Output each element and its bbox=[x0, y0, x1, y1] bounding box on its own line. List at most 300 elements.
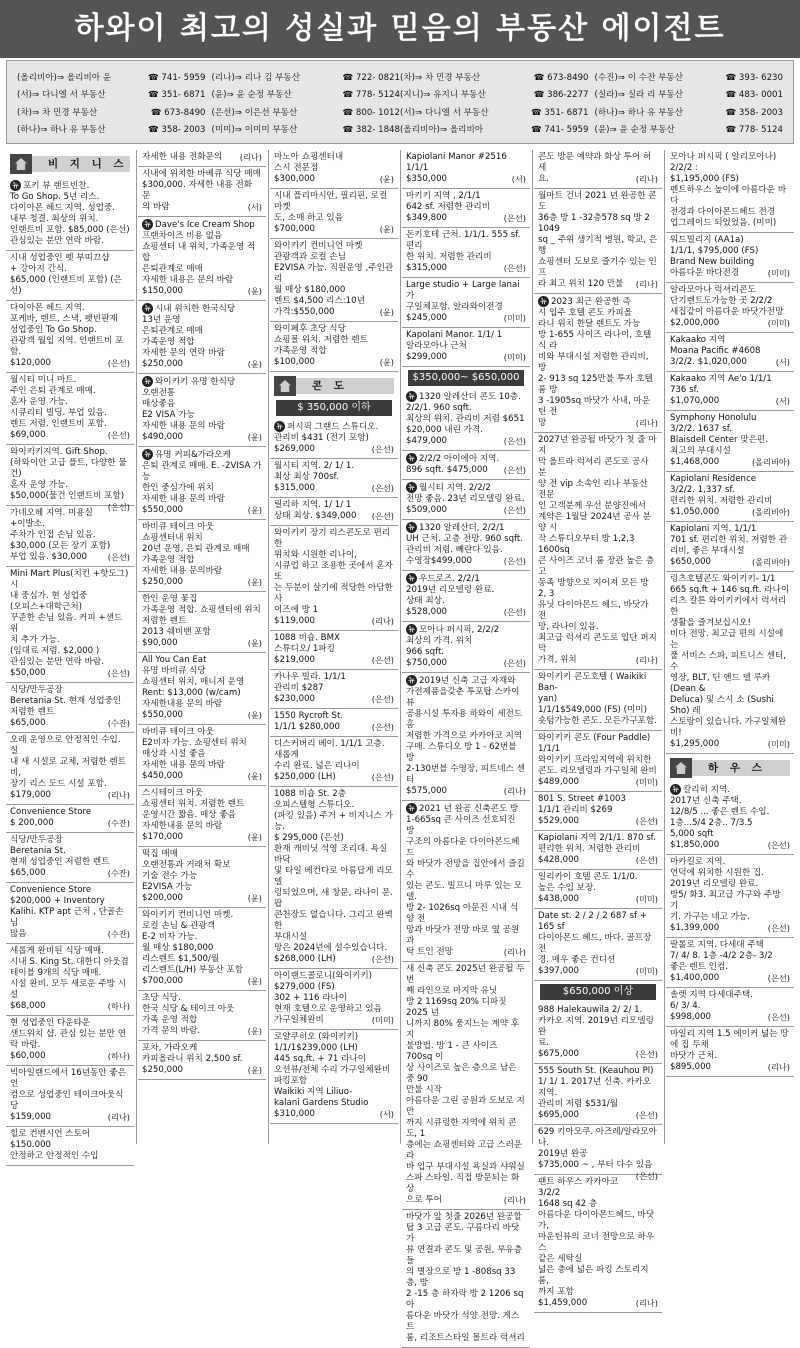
listing-agent: (수잔) bbox=[107, 818, 130, 828]
listing-agent: (미미) bbox=[503, 352, 526, 362]
listing-item bbox=[6, 178, 134, 251]
listing-text: Large studio + Large lanai 가 구일체포함. 알라와이전경 $245,000 bbox=[406, 280, 520, 323]
listing-text: 와이키키 콘도 (Four Paddle) 1/1/1 와이키키 프라임지역에 위치한 콘도. 리모델링과 가구일체 완비 $489,000 bbox=[538, 733, 657, 787]
agent-name: (윤)⇒ 윤 순정 부동산 bbox=[594, 124, 675, 135]
column-2 bbox=[138, 150, 266, 1144]
listing-item bbox=[270, 150, 398, 189]
listing-text: 떡집 매매 오랜전통과 거래처 확보 기술 전수 가능 E2VISA 가능 $200,000 bbox=[142, 849, 231, 903]
column-divider bbox=[664, 150, 665, 1144]
listing-agent: (은선) bbox=[635, 1171, 658, 1181]
condo-listings-mid-continued bbox=[534, 150, 662, 981]
listing-text: 마키키 지역 , 2/1/1 642 sf. 저렴한 관리비 $349,800 bbox=[406, 191, 491, 223]
listing-agent: (수잔) bbox=[107, 929, 130, 939]
listing-item bbox=[402, 278, 530, 328]
agent-phone: ☎ 351- 6871 bbox=[530, 107, 589, 118]
listing-agent: (은선) bbox=[635, 1110, 658, 1120]
listing-agent: (하나) bbox=[107, 1001, 130, 1011]
agent-name: (차)⇒ 차 민경 부동산 bbox=[400, 73, 481, 83]
new-badge-icon: 뉴 bbox=[142, 219, 153, 230]
agent-name: (수진)⇒ 이 수잔 부동산 bbox=[594, 73, 684, 83]
agent-name: (하나)⇒ 하나 유 부동산 bbox=[17, 124, 106, 135]
listing-agent: (윤) bbox=[379, 174, 394, 184]
agent-entry bbox=[17, 70, 206, 86]
listing-text: 스시테이크 아웃 쇼핑센터 위치. 저렴한 렌트 운영시간 짧음. 매상 좋음 자세한내용 문의 바람 $170,000 bbox=[142, 788, 245, 842]
listing-text: 바비큐 테이크 아웃 쇼핑센터내 위치 20년 운영, 은퇴 관계로 매매 가족운영 적합 자세한 내용 문의바람 $250,000 bbox=[142, 522, 250, 587]
agent-phone: ☎ 778- 5124 bbox=[342, 90, 400, 101]
listing-agent: (리나) bbox=[635, 174, 658, 184]
listing-agent: (은선) bbox=[503, 556, 526, 566]
agent-entry bbox=[595, 122, 784, 138]
listing-item bbox=[270, 189, 398, 239]
listing-agent: (미미) bbox=[767, 739, 790, 749]
listing-item bbox=[270, 709, 398, 737]
listing-text: 팬트 하우스 카카아코 3/2/2 1648 sq 42 층 아름다운 다이아몬드헤드, 바닷가, 마운틴뷰의 코너 전망으로 하우스 같은 세탁실 넓은 층에 넓은 파킹 스토리지 룸, 까지 포함 $1,459,000 bbox=[538, 1177, 655, 1308]
listing-agent: (윤) bbox=[247, 432, 262, 442]
agent-entry bbox=[212, 122, 401, 138]
listing-agent: (윤) bbox=[247, 976, 262, 986]
agent-entry bbox=[17, 122, 206, 138]
house-icon bbox=[670, 758, 692, 778]
listing-text: 1550 Rycroft St. 1/1/1 $280,000 bbox=[274, 711, 344, 732]
new-badge-icon: 뉴 bbox=[406, 482, 417, 493]
agent-phone: ☎ 358- 2003 bbox=[725, 107, 783, 118]
listing-item bbox=[666, 150, 794, 233]
business-listings-continued bbox=[270, 150, 398, 372]
agent-phone: ☎ 722- 0821 bbox=[342, 73, 400, 83]
agent-directory bbox=[6, 60, 794, 144]
listing-text: 시내 위치한 한국식당 13년 운영 은퇴관계로 매매 가족운영 적합 자세한 문의 연락 바람 $250,000 bbox=[142, 304, 236, 369]
column-1 bbox=[6, 150, 134, 1161]
listing-item bbox=[138, 167, 266, 217]
listing-agent: (리나) bbox=[635, 279, 658, 289]
listing-item bbox=[270, 459, 398, 498]
listing-item bbox=[666, 472, 794, 522]
new-badge-icon: 뉴 bbox=[406, 522, 417, 533]
listing-item bbox=[402, 571, 530, 622]
listing-item bbox=[402, 801, 530, 962]
agent-entry bbox=[17, 105, 206, 121]
listing-agent: (미미) bbox=[371, 1015, 394, 1025]
listing-item bbox=[402, 389, 530, 451]
listings-area bbox=[6, 150, 794, 1343]
listing-item bbox=[138, 592, 266, 653]
agent-phone: ☎ 358- 2003 bbox=[147, 124, 206, 135]
listing-item bbox=[6, 883, 134, 944]
listing-agent: (은선) bbox=[635, 1049, 658, 1059]
listing-text: 일리카이 호텔 콘도 1/1/0. 높은 수입 보장. $438,000 bbox=[538, 872, 638, 904]
listing-agent: (은선) bbox=[503, 505, 526, 515]
listing-text: 식당/만두공장 Beretania St. 현재 성업중인 저렴한 렌트 $65,000 bbox=[10, 685, 122, 728]
listing-agent: (은선) bbox=[767, 840, 790, 850]
agent-phone: ☎ 382- 1848 bbox=[342, 124, 400, 135]
listing-item bbox=[270, 419, 398, 459]
listing-item bbox=[402, 451, 530, 480]
listing-item bbox=[6, 567, 134, 683]
listing-text: 와이키키 컨비니언 마켓. 로컬 손님 & 관광객 E-2 비자 가능. 월 매상 $180,000 리스렌트 $1,500/월 리스렌트(L/H) 부동산 포함 $700,000 bbox=[142, 910, 244, 986]
listing-text: 2/2/2 아이에아 지역. 896 sqft. $475,000 bbox=[406, 454, 500, 475]
section-header-business bbox=[10, 154, 130, 174]
listing-agent: (리나) bbox=[239, 152, 262, 162]
listing-item bbox=[138, 520, 266, 592]
listing-text: 마일리 지역 1.5 에이커 넓는 땅 에 집 두채 바닷가 근처. $895,000 bbox=[670, 1029, 789, 1072]
listing-agent: (은선) bbox=[503, 465, 526, 475]
listing-item bbox=[402, 228, 530, 278]
listing-text: 식당/만두공장 Beretania St. 현재 성업중인 저렴한 렌트 $65,000 bbox=[10, 835, 110, 878]
listing-item bbox=[270, 239, 398, 322]
listing-text: 퍼시픽 그랜드 스튜디오. 관리비 $431 (전기 포함) $269,000 bbox=[274, 422, 379, 454]
listing-text: 1088 비숍 St. 2층 오피스텔형 스튜디오. (파킹 있음) 주거 + 비지니스 가능. $ 295,000 (은선) 환재 캐비닛 석영 조리대. 욕실 바닥 및 타일 베컨다로 아름답게 리모델 링되었으며, 새 창문, 라나이 문. 팝 콘천장도 없습니다. 그리고 완벽한 부대시설 망은 2024년에 설수있습니다. $268,000 (LH) bbox=[274, 789, 393, 964]
listing-agent: (은선) bbox=[371, 444, 394, 454]
agent-phone: ☎ 483- 0001 bbox=[725, 90, 783, 101]
agent-entry bbox=[212, 70, 401, 86]
listing-text: 유명 커피&가라오케 은퇴 관계로 매매. E. -2VISA 가능 한인 중심가에 위치 자세한 내용 문의 바람 $550,000 bbox=[142, 450, 262, 515]
listing-agent: (은선) bbox=[107, 668, 130, 678]
listing-text: 1320 알레산더, 2/2/1 UH 근처. 고층 전망. 960 sqft. 관리비 저렴. 뻬란다 있음. 수영장$499,000 bbox=[406, 523, 523, 566]
agent-entry bbox=[17, 87, 206, 103]
listing-agent: (은선) bbox=[635, 816, 658, 826]
listing-item bbox=[138, 908, 266, 991]
listing-item bbox=[402, 480, 530, 520]
listing-agent: (은선) bbox=[371, 772, 394, 782]
listing-item bbox=[6, 805, 134, 833]
listing-text: 2027년 완공될 바닷가 첫 줄 마지 막 올트라 럭셔리 콘도로 공사 분 양 전 vip 소속인 리나 부동산 전문 인 고객분께 우선 분양진에서 계약은 1월달 2024년 공사 분양 시 작 스튜디오부터 방 1,2,3 1600sq 큰 사이즈 코너 룸 장관 높은 층고 동족 방향으로 지어져 모든 방 2, 3 유닛 다이아몬드 헤드, 바닷가 전 망, 라나이 있음. 최고급 럭셔리 콘도로 입단 퍼지막 가격, 위치 bbox=[538, 435, 657, 665]
listing-text: 한인 운영 꽃집 가족운영 적합. 쇼핑센터에 위치 저렴한 렌트 2013 쉐비밴 포함 $90,000 bbox=[142, 594, 261, 648]
listing-text: 워드빌리지 (AA1a) 1/1/1, $795,000 (FS) Brand New building 아름다운 바다전경 bbox=[670, 235, 759, 278]
listing-text: 디스커버리 베이. 1/1/1 고층. 새롭게 수리 완료. 넓은 리나이 $250,000 (LH) bbox=[274, 739, 385, 782]
business-listings bbox=[6, 178, 134, 1166]
new-badge-icon: 뉴 bbox=[406, 391, 417, 402]
listing-text: 시내 성업중인 펫 부띠끄샵 + 강아지 간식. $65,000 (인랜트비 포함) (은선) bbox=[10, 253, 122, 296]
agent-phone: ☎ 741- 5959 bbox=[530, 124, 589, 135]
agent-phone: ☎ 741- 5959 bbox=[147, 73, 206, 83]
listing-agent: (미미) bbox=[635, 894, 658, 904]
listing-text: 알라모아나 럭셔리콘도 단기렌트도가능한 곳 2/2/2 새집같이 아름다운 바닷가전망 $2,000,000 bbox=[670, 285, 784, 328]
agent-name: (윤)⇒ 윤 순정 부동산 bbox=[211, 90, 292, 101]
new-badge-icon: 뉴 bbox=[142, 449, 153, 460]
listing-text: Kapiolani Manor #2516 1/1/1 $350,000 bbox=[406, 152, 507, 184]
listing-item bbox=[6, 1127, 134, 1166]
listing-agent: (윤) bbox=[247, 893, 262, 903]
listing-agent: (윤) bbox=[247, 359, 262, 369]
page-title: 하와이 최고의 성실과 믿음의 부동산 에이전트 bbox=[0, 0, 800, 58]
listing-item bbox=[270, 631, 398, 670]
listing-item bbox=[666, 333, 794, 372]
section-label: 하 우 스 bbox=[692, 760, 790, 776]
listing-item bbox=[402, 150, 530, 189]
listing-agent: (서) bbox=[379, 1109, 394, 1119]
listing-item bbox=[402, 1210, 530, 1348]
agent-phone: ☎ 351- 6871 bbox=[147, 90, 206, 101]
listing-text: Dave's Ice Cream Shop 프랜차이즈 비용 없음 쇼핑센터 내 위치, 가족운영 적합 은퇴관계로 매매 자세한 내용은 문의 바람 $150,000 bbox=[142, 220, 256, 296]
listing-agent: (은선) bbox=[503, 263, 526, 273]
listing-agent: (은선) bbox=[371, 511, 394, 521]
listing-text: 현 성업중인 다운타운 샌드위치 샵. 관심 있는 분만 연 락 바람. $60,000 bbox=[10, 1018, 127, 1061]
listing-text: 자세한 내용 전화문의 bbox=[142, 152, 223, 162]
new-badge-icon: 뉴 bbox=[406, 675, 417, 686]
agent-directory-left bbox=[17, 70, 400, 139]
listing-text: 아이랜드콜로니(와이키키) $279,000 (FS) 302 + 116 라나이 현재 호텔으로 운영하고 있음 가구일체완비 bbox=[274, 971, 382, 1025]
listing-item bbox=[138, 217, 266, 301]
listing-item bbox=[666, 988, 794, 1027]
business-listings-continued bbox=[138, 150, 266, 1080]
agent-entry bbox=[400, 70, 589, 86]
listing-text: 세롭게 완비된 식당 매매. 시내 S. King St. 대한디 아웃겸 테이블 9개의 식당 매매. 시설 완비. 모두 새로운 주방 시설 $68,000 bbox=[10, 946, 129, 1011]
listing-agent: (서) bbox=[247, 202, 262, 212]
listing-text: 콘도 방문 예약과 화상 투어 허세 요. bbox=[538, 152, 652, 184]
listing-agent: (리나) bbox=[635, 655, 658, 665]
listing-text: 월시티 미니 마트. 주인 은퇴 관계로 매매. 혼자 운영 가능. 시큐리티 빌딩. 부업 있음. 렌트 저렴. 인랜트비 포함. $69,000 bbox=[10, 375, 107, 440]
listing-agent: (은선) bbox=[107, 502, 130, 512]
listing-agent: (윤) bbox=[247, 286, 262, 296]
listing-agent: (리나) bbox=[635, 418, 658, 428]
agent-name: (지니)⇒ 유지니 부동산 bbox=[400, 90, 486, 101]
listing-agent: (수잔) bbox=[107, 718, 130, 728]
listing-agent: (올리비아) bbox=[751, 557, 790, 567]
listing-text: Mini Mart Plus(치킨 +핫도그) 시 내 중심가. 현 성업중 (오피스+대학근처) 꾸준한 손님 있음. 커피 +샌드위 치 추가 가능. (임대료 저렴. $2,000 ) 관심있는 분만 연락 바람. $50,000 bbox=[10, 569, 129, 678]
house-icon bbox=[10, 154, 32, 174]
listing-agent: (미미) bbox=[767, 318, 790, 328]
listing-agent: (리나) bbox=[107, 790, 130, 800]
listing-text: 801 S. Street #1003 1/1/1 관리비 $269 $529,000 bbox=[538, 794, 626, 826]
listing-agent: (은선) bbox=[503, 658, 526, 668]
listing-agent: (윤) bbox=[379, 357, 394, 367]
listing-text: 2019년 신축 고급 자재와 가전제품을갖춘 투포탑 스카이 뷰 공용시설 투자용 하와이 세전드 홈 저렴한 가격으로 카카아코 지역 구매. 스튜디오 방 1 - 62번블 방 2-130번블 수영장, 피트네스 센터 $575,000 bbox=[406, 676, 525, 796]
listing-text: 빅아일랜드에서 16년동안 좋은 인 컴으로 성업중인 테이크아웃식당 $159,000 bbox=[10, 1068, 127, 1122]
listing-item bbox=[534, 294, 662, 433]
listing-agent: (은선) bbox=[767, 973, 790, 983]
agent-phone: ☎ 386-2277 bbox=[533, 90, 589, 101]
listing-item bbox=[534, 731, 662, 792]
condo-listings-high bbox=[534, 1003, 662, 1313]
new-badge-icon: 뉴 bbox=[406, 624, 417, 635]
new-badge-icon: 뉴 bbox=[142, 376, 153, 387]
agent-name: (서)⇒ 다니엘 서 부동산 bbox=[17, 90, 106, 101]
listing-text: 월마트 건너 2021 년 완공한 콘도 36층 방 1 -32층578 sq 방 2 1049 sq _ 주위 생기적 병원, 학교, 은행 쇼핑센터 도보로 즐기수 있는 인프 라 최고 위치 120 만불 bbox=[538, 191, 658, 289]
listing-item bbox=[270, 787, 398, 969]
listing-agent: (윤) bbox=[247, 771, 262, 781]
agent-directory-right bbox=[400, 70, 783, 139]
agent-entry bbox=[595, 70, 784, 86]
listing-agent: (리나) bbox=[107, 1112, 130, 1122]
agent-name: (실라)⇒ 실라 리 부동산 bbox=[594, 90, 684, 101]
column-divider bbox=[268, 150, 269, 1144]
listing-agent: (은선) bbox=[371, 694, 394, 704]
listing-agent: (윤) bbox=[247, 1065, 262, 1075]
listing-item bbox=[666, 372, 794, 411]
listing-text: 와이키키 유명 한식당 오랜전통 매상좋음 E2 VISA 가능 자세한 내용 문의 바람 $490,000 bbox=[142, 377, 236, 442]
listing-text: 와이키키지역. Gift Shop. (하와이안 고급 플트, 다양한 물건) 혼자 운영 가능. $50,000(물건 인랜트비 포함) bbox=[10, 447, 127, 501]
price-range-header: $ 350,000 이하 bbox=[276, 400, 392, 416]
listing-text: 2023 최근 완공한 즉 시 입주 호텔 콘도 카피올 라니 위치 한달 렌트도 가능 방 1-655 사이즈 라나이, 호텔식 라 비와 부대시설 저렴한 관리비, 방 2- 913 sq 125만불 투자 호텔룸 방 3 -1905sq 바닷가 사내, 마운틴 전 망 bbox=[538, 297, 653, 428]
listing-text: 우드로즈. 2/2/1 2019년 리모델링 완료. 상태 최상. $528,000 bbox=[406, 574, 495, 617]
agent-name: (차)⇒ 차 민경 부동산 bbox=[17, 107, 98, 118]
agent-entry bbox=[400, 87, 589, 103]
new-badge-icon: 뉴 bbox=[10, 180, 21, 191]
listing-item bbox=[534, 433, 662, 670]
listing-item bbox=[6, 944, 134, 1016]
building-icon bbox=[274, 376, 296, 396]
listing-text: Kapiolani 지역 2/1/1. 870 sf. 편리한 위치. 저렴한 관리비 $428,000 bbox=[538, 833, 656, 865]
listing-item bbox=[6, 1016, 134, 1066]
condo-listings-continued bbox=[402, 150, 530, 367]
listing-item bbox=[402, 189, 530, 228]
column-5 bbox=[534, 150, 662, 1308]
listing-text: 시내에 위치한 바베큐 식당 매매 $300,000. 자세한 내용 전화 문 의 바람 bbox=[142, 169, 261, 212]
listing-text: 모아나 퍼시픽 ( 알리모아나) 2/2/2 : $1,195,000 (FS) 펜트하우스 높이에 아름다운 바다 전경과 다이아몬드헤드 전경 업그레이드 되었었음. (미미) bbox=[670, 152, 787, 228]
listing-agent: (은선) bbox=[635, 855, 658, 865]
listing-text: 새 신축 콘도 2025년 완공될 두번 째 라인으로 마지막 유닛 방 2 1169sq 20% 디파짓 2025 년 니까지 80% 풍지느는 계약 후 지 불방법. 방 1 - 큰 사이즈 700sq 이 상 사이즈로 높은 층으로 남은 중 90 만불 시작 아름다운 그린 공원과 도보로 지만 까지 시큐링한 지역에 위치 콘도, 1 층에는 쇼핑센터와 고급 스러운 라 바 입구 부대시설 욕실과 샤워실 스파 스타일. 직접 방문되는 화상 으로 투어 bbox=[406, 964, 525, 1205]
listing-text: Kakaako 지역 Moana Pacific #4608 3/2/2. $1,020,000 bbox=[670, 335, 761, 367]
listing-text: 다이아몬 헤드 지역. 포케바, 렌트, 스낵, 펫빈판재 성업중인 To Go Shop. 관광객 월입 지역. 인랜트비 포함. $120,000 bbox=[10, 303, 124, 368]
listing-item bbox=[138, 1041, 266, 1080]
listing-agent: (리나) bbox=[371, 616, 394, 626]
listing-item bbox=[666, 938, 794, 988]
listing-agent: (윤) bbox=[247, 710, 262, 720]
listing-item bbox=[270, 526, 398, 631]
listing-text: 힐로 컨벤시언 스토어 $150.000 안정하고 안정적인 수입 bbox=[10, 1129, 99, 1161]
listing-text: 링츠호텔콘도 와이키키- 1/1 665 sq.ft + 146 sq.ft. 라나이 리츠 칼튼 와이키키에서 럭셔리 한 생활을 즐겨보십시오! 비다 전망. 최고급 편의 시설에는 풀 서비스 스파, 피트니스 센터, 수 영장, BLT, 딘 앤드 델 루카 (Dean & Deluca) 및 스시 소 (Sushi Sho) 레 스토랑이 있습니다. 가구일체완비! $1,295,000 bbox=[670, 574, 790, 749]
agent-phone: ☎ 393- 6230 bbox=[725, 73, 783, 83]
listing-item bbox=[534, 150, 662, 189]
listing-item bbox=[6, 506, 134, 567]
listing-item bbox=[534, 1003, 662, 1064]
listing-text: 카나우 빌라. 1/1/1 관리비 $287 $230,000 bbox=[274, 672, 346, 704]
listing-item bbox=[402, 673, 530, 801]
column-6 bbox=[666, 150, 794, 1144]
listing-item bbox=[270, 1030, 398, 1124]
listing-item bbox=[270, 737, 398, 787]
listing-item bbox=[138, 991, 266, 1041]
listing-agent: (은선) bbox=[371, 954, 394, 964]
listing-item bbox=[138, 847, 266, 908]
listing-text: 월시티 지역. 2/ 1/ 1. 최상 최상 700sf. $315,000 bbox=[274, 461, 355, 493]
listing-text: 와이페후 초당 식당 쇼핑몰 위치. 저렴한 렌트 가족운영 적합 $100,000 bbox=[274, 324, 368, 367]
listing-agent: (미미) bbox=[635, 966, 658, 976]
listing-agent: (서) bbox=[775, 396, 790, 406]
listing-agent: (은선) bbox=[503, 607, 526, 617]
listing-agent: (미미) bbox=[767, 268, 790, 278]
listing-item bbox=[138, 301, 266, 374]
listing-agent: (은선) bbox=[371, 655, 394, 665]
listing-text: 988 Halekauwila 2/ 2/ 1. 카카오 지역. 2019년 리모델링 완 료. $675,000 bbox=[538, 1005, 654, 1059]
listing-item bbox=[534, 670, 662, 731]
agent-name: (미미)⇒ 이미미 부동산 bbox=[211, 124, 298, 135]
listing-text: 마노아 쇼핑센터내 스시 전문점 $300,000 bbox=[274, 152, 344, 184]
listing-agent: (윤) bbox=[247, 1026, 262, 1036]
listing-text: 629 키아모쿠. 아즈레/알라모아나. 2019년 완공 $735,000 ~ , 부터 다수 있음 bbox=[538, 1127, 657, 1170]
column-divider bbox=[532, 150, 533, 1144]
agent-name: (올리비아)⇒ 올리비아 bbox=[400, 124, 484, 135]
agent-entry bbox=[400, 122, 589, 138]
listing-item bbox=[138, 374, 266, 447]
listing-agent: (은선) bbox=[503, 436, 526, 446]
agent-entry bbox=[595, 87, 784, 103]
listing-item bbox=[534, 792, 662, 831]
agent-phone: ☎ 800- 1012 bbox=[342, 107, 400, 118]
listing-agent: (서) bbox=[775, 357, 790, 367]
listing-agent: (은선) bbox=[107, 430, 130, 440]
listing-text: 바비큐 테이크 아웃 E2비자 가능. 쇼핑센터 위치 매상과 시설 좋음 자세한 내용 문의 바람 $450,000 bbox=[142, 727, 247, 781]
listing-item bbox=[402, 328, 530, 367]
agent-name: (하나)⇒ 하나 유 부동산 bbox=[594, 107, 684, 118]
listing-agent: (서) bbox=[511, 174, 526, 184]
agent-phone: ☎ 778- 5124 bbox=[725, 124, 783, 135]
agent-name: (은선)⇒ 이은선 부동산 bbox=[211, 107, 298, 118]
listing-text: 가네오헤 지역. 미용실+이발소. 주차가 인접 손님 있음. $30,000 (모든 장기 포함) 부업 있음. $30,000 bbox=[10, 508, 111, 562]
listing-text: 와이키키 컨비니언 마켓 관광객과 로컬 손님 E2VISA 가능. 직원운영 ,주인관리 월 매상 $180,000 렌트 $4,500 리스:10년 가격:$550,000 bbox=[274, 241, 394, 317]
column-divider bbox=[136, 150, 137, 1144]
listing-text: Kapiolani Residence 3/2/2. 1,337 sf. 편리한 위치. 저렴한 관리비 $1,050,000 bbox=[670, 474, 773, 517]
listing-agent: (윤) bbox=[247, 505, 262, 515]
section-label: 비 지 니 스 bbox=[32, 156, 130, 172]
listing-text: All You Can Eat 유명 바비큐 식당 쇼핑센터 위치, 매니저 운영 Rent: $13,000 (w/cam) 자세한내용 문의 바람 $550,000 bbox=[142, 655, 245, 720]
listing-text: 월시티 지역. 2/2/2 전망 좋음. 23년 리모델링 완료. $509,000 bbox=[406, 483, 525, 515]
agent-entry bbox=[595, 105, 784, 121]
column-3 bbox=[270, 150, 398, 1144]
listing-text: Convenience Store $200,000 + Inventory Kalihi. KTP apt 근처 , 단골손님 많음 bbox=[10, 885, 124, 939]
listing-agent: (리나) bbox=[503, 786, 526, 796]
agent-entry bbox=[400, 105, 589, 121]
listing-text: 시내 플리마시안, 필리핀, 로컬 마켓 도, 소매 하고 있음 $700,000 bbox=[274, 191, 388, 234]
listing-agent: (은선) bbox=[107, 358, 130, 368]
listing-text: 로얄쿠히오 (와이키키) 1/1/1$239,000 (LH) 445 sq.ft. + 71 라나이 오션뷰/전체 수리 가구일체완비 파킹포함 Waikiki 지역 Liliuo- kalani Gardens Studio $310,000 bbox=[274, 1032, 391, 1119]
listing-agent: (리나) bbox=[503, 1195, 526, 1205]
listing-agent: (은선) bbox=[767, 1012, 790, 1022]
listing-agent: (올리비아) bbox=[751, 507, 790, 517]
column-divider bbox=[400, 150, 401, 1144]
listing-text: 마카킬로 지역. 언덕에 위치한 시원한 집. 2019년 리모델링 완료. 방5/ 화3. 최고급 가구와 주방 기 기. 가구는 네고 가능. $1,399,000 bbox=[670, 857, 781, 933]
listing-item bbox=[534, 1125, 662, 1181]
listing-text: 돈키호테 근처. 1/1/1. 555 sf. 편리 한 위치. 저렴한 관리비 $315,000 bbox=[406, 230, 521, 273]
listing-text: Kakaako 지역 Ae'o 1/1/1 736 sf. $1,070,000 bbox=[670, 374, 772, 406]
listing-text: Convenience Store $ 200,000 bbox=[10, 807, 92, 828]
listing-text: Date st. 2 / 2 / 2 687 sf + 165 sf 다이아몬드 헤드, 바다. 골프장 전 경. 매우 좋은 컨디션 $397,000 bbox=[538, 911, 652, 976]
listing-agent: (윤) bbox=[379, 224, 394, 234]
listing-item bbox=[6, 733, 134, 805]
agent-phone: ☎ 673-8490 bbox=[150, 107, 206, 118]
listing-agent: (수잔) bbox=[107, 868, 130, 878]
listing-text: 와이키키 장기 리스콘도로 편리한 위치와 시원한 리나이, 시큐업 하고 조용한 곳에서 혼자 또 는 두분이 살기에 적당한 아담한 사 이즈에 방 1 $119,000 bbox=[274, 528, 393, 626]
listing-item bbox=[534, 189, 662, 294]
listing-item bbox=[666, 411, 794, 472]
condo-listings bbox=[270, 419, 398, 1124]
agent-phone: ☎ 673-8490 bbox=[533, 73, 589, 83]
listing-item bbox=[534, 870, 662, 909]
condo-listings-mid bbox=[402, 389, 530, 1348]
listing-agent: (하나) bbox=[107, 1051, 130, 1061]
listing-item bbox=[6, 445, 134, 512]
section-header-house bbox=[670, 758, 790, 778]
listing-item bbox=[402, 962, 530, 1210]
listing-item bbox=[666, 1027, 794, 1077]
listing-agent: (리나) bbox=[503, 947, 526, 957]
listing-agent: (은선) bbox=[107, 552, 130, 562]
listing-item bbox=[138, 150, 266, 167]
listing-item bbox=[6, 373, 134, 445]
agent-entry bbox=[212, 105, 401, 121]
listing-item bbox=[6, 833, 134, 883]
listing-item bbox=[270, 670, 398, 709]
section-header-condo bbox=[274, 376, 394, 396]
listing-item bbox=[534, 909, 662, 981]
listing-agent: (은선) bbox=[371, 483, 394, 493]
listing-agent: (은선) bbox=[767, 923, 790, 933]
new-badge-icon: 뉴 bbox=[142, 303, 153, 314]
new-badge-icon: 뉴 bbox=[406, 453, 417, 464]
listing-agent: (윤) bbox=[247, 832, 262, 842]
agent-name: (서)⇒ 다니엘 서 부동산 bbox=[400, 107, 489, 118]
listing-item bbox=[270, 498, 398, 526]
